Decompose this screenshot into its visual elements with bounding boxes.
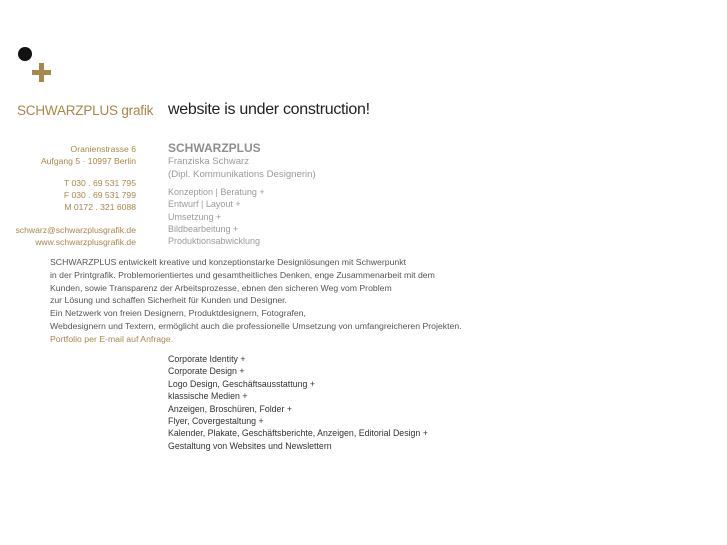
offering-item: Corporate Identity +: [168, 354, 246, 364]
description-line: in der Printgrafik. Problemorientiertes und gesamtheitliches Denken, enge Zusammenarbeit mit dem: [50, 269, 435, 280]
portfolio-note: Portfolio per E-mail auf Anfrage.: [50, 333, 174, 344]
description-line: Webdesignern und Textern, ermöglicht auch die professionelle Umsetzung von umfangreicheren Projekten.: [50, 320, 462, 331]
logo-dot-icon: [18, 47, 32, 61]
description-block: [50, 256, 462, 346]
address-block: [41, 143, 136, 167]
offering-item: Anzeigen, Broschüren, Folder +: [168, 403, 292, 414]
service-item: Entwurf | Layout +: [168, 199, 241, 210]
person-title: (Dipl. Kommunikations Designerin): [168, 168, 316, 180]
offering-item: klassische Medien +: [168, 391, 248, 402]
offering-item: Kalender, Plakate, Geschäftsberichte, Anzeigen, Editorial Design +: [168, 428, 428, 439]
web-block: [16, 224, 137, 248]
offerings-list: [168, 353, 428, 452]
description-line: Kunden, sowie Transparenz der Arbeitsprozesse, ebnen den sicheren Weg vom Problem: [50, 282, 392, 293]
email-link[interactable]: schwarz@schwarzplusgrafik.de: [15, 225, 136, 235]
service-item: Umsetzung +: [168, 211, 222, 222]
person-name: Franziska Schwarz: [168, 156, 250, 167]
page-headline: website is under construction!: [168, 101, 370, 118]
services-list: [168, 186, 265, 247]
offering-item: Flyer, Covergestaltung +: [168, 416, 264, 427]
phone-mobile: M 0172 . 321 6088: [64, 202, 136, 212]
company-person-block: [168, 156, 316, 181]
website-link[interactable]: www.schwarzplusgrafik.de: [35, 237, 136, 247]
address-city: Aufgang 5 · 10997 Berlin: [40, 156, 136, 166]
phone-tel: T 030 . 69 531 795: [64, 178, 136, 188]
phone-block: [64, 177, 136, 213]
service-item: Konzeption | Beratung +: [168, 187, 265, 197]
service-item: Produktionsabwicklung: [168, 236, 261, 247]
logo-plus-icon-vertical: [39, 63, 44, 82]
description-line: SCHWARZPLUS entwickelt kreative und konzeptionstarke Designlösungen mit Schwerpunkt: [50, 257, 407, 267]
offering-item: Gestaltung von Websites und Newslettern: [168, 440, 332, 451]
offering-item: Corporate Design +: [168, 366, 245, 377]
address-street: Oranienstrasse 6: [70, 144, 136, 154]
description-line: zur Lösung und schaffen Sicherheit für Kunden und Designer.: [50, 295, 287, 306]
brand-name: SCHWARZPLUS grafik: [17, 103, 154, 118]
phone-fax: F 030 . 69 531 799: [63, 190, 136, 200]
description-line: Ein Netzwerk von freien Designern, Produktdesignern, Fotografen,: [50, 308, 306, 319]
service-item: Bildbearbeitung +: [168, 223, 239, 234]
company-name: SCHWARZPLUS: [168, 141, 261, 155]
offering-item: Logo Design, Geschäftsausstattung +: [168, 378, 315, 389]
